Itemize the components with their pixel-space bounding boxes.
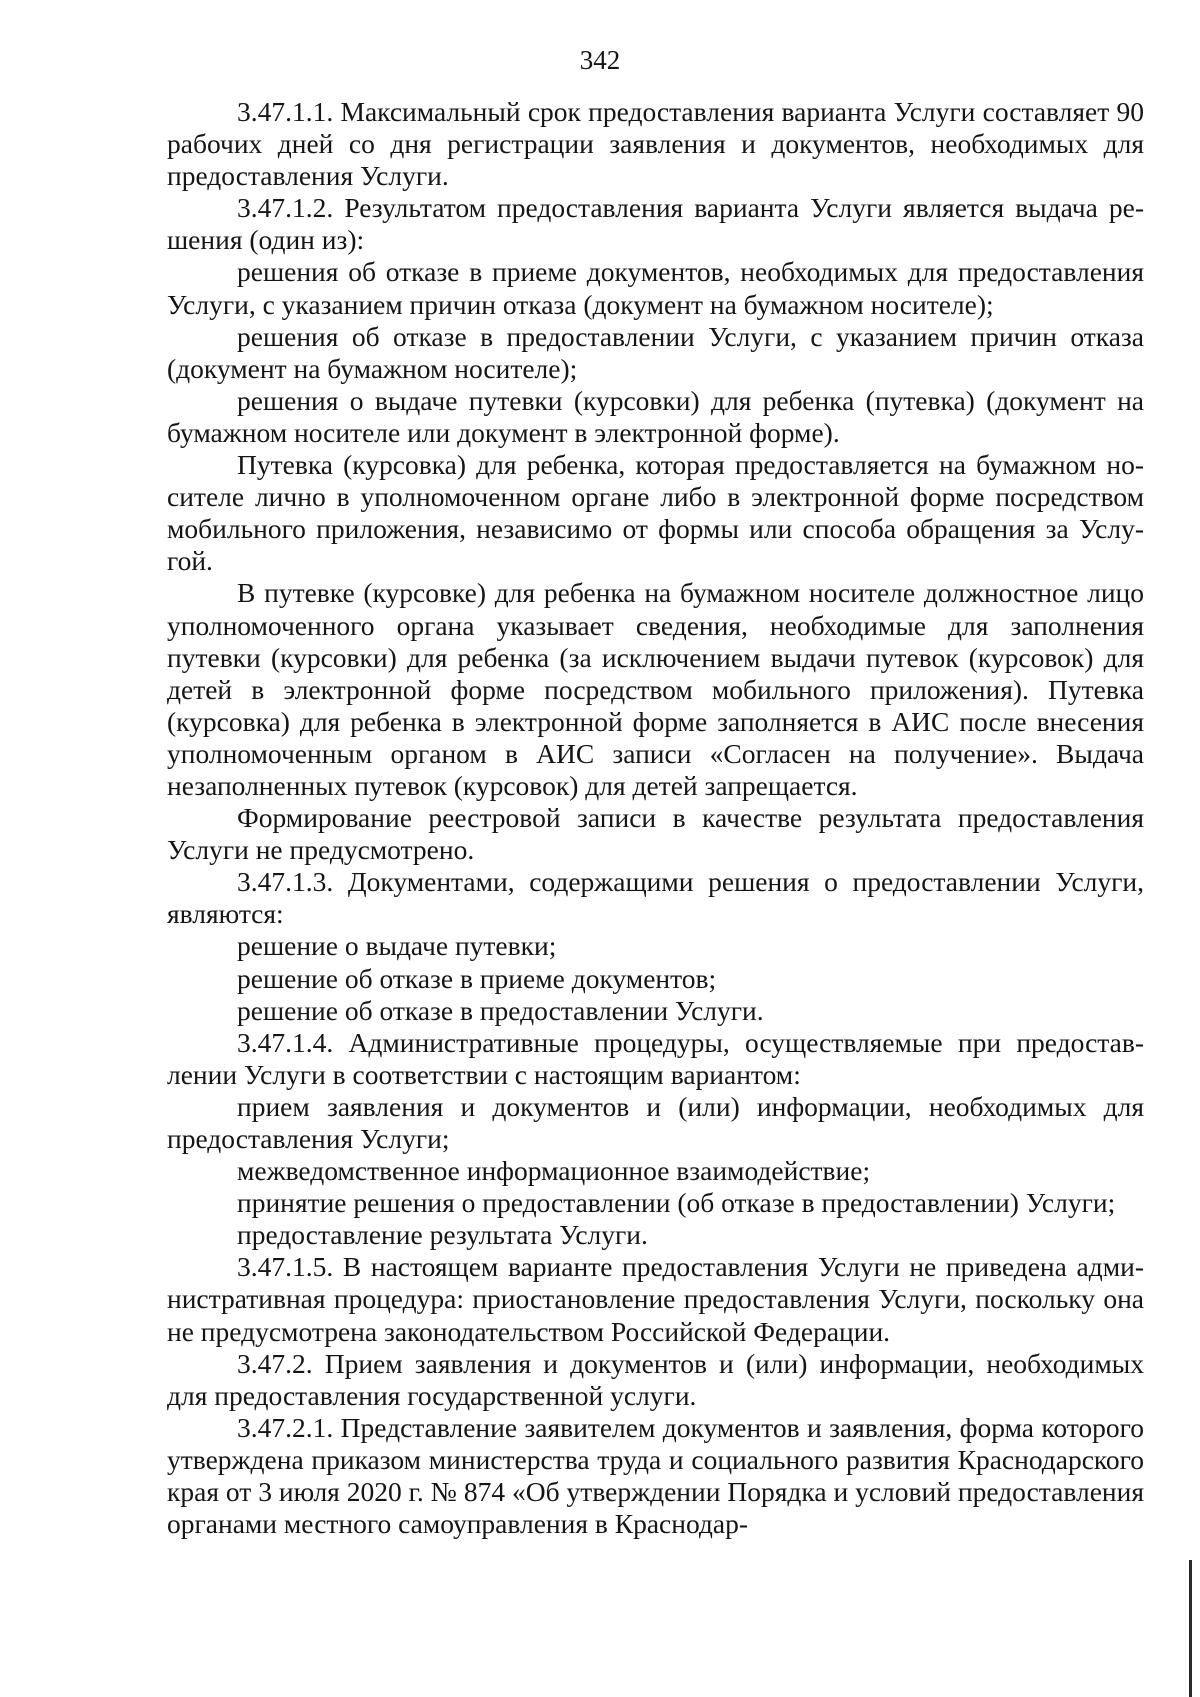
paragraph: прием заявления и документов и (или) информации, необходимых для предоставления Услуги; bbox=[167, 1090, 1144, 1154]
paragraph: 3.47.1.2. Результатом предоставления варианта Услуги является выдача решения (один из): bbox=[167, 192, 1144, 256]
paragraph: решение об отказе в предоставлении Услуги. bbox=[237, 994, 764, 1026]
paragraph: решения о выдаче путевки (курсовки) для ребенка (путевка) (документ на бумажном носителе или документ в электронной форме). bbox=[167, 384, 1144, 448]
paragraph: 3.47.1.5. В настоящем варианте предоставления Услуги не приведена административная процедура: приостановление предоставления Услуги, поскольку она не предусмотрена законодательством Российской Федерации. bbox=[167, 1251, 1144, 1347]
paragraph: 3.47.1.3. Документами, содержащими решения о предоставлении Услуги, являются: bbox=[167, 866, 1144, 930]
paragraph: 3.47.2. Прием заявления и документов и (или) информации, необходимых для предоставления государственной услуги. bbox=[167, 1347, 1144, 1411]
paragraph: 3.47.1.4. Административные процедуры, осуществляемые при предоставлении Услуги в соответствии с настоящим вариантом: bbox=[167, 1026, 1144, 1090]
paragraph: решение об отказе в приеме документов; bbox=[237, 962, 717, 994]
paragraph: межведомственное информационное взаимодействие; bbox=[237, 1155, 871, 1187]
paragraph: 3.47.1.1. Максимальный срок предоставления варианта Услуги составляет 90 рабочих дней со дня регистрации заявления и документов, необходимых для предоставления Услуги. bbox=[167, 96, 1144, 192]
paragraph: решения об отказе в приеме документов, необходимых для предоставления Услуги, с указанием причин отказа (документ на бумажном носителе); bbox=[167, 256, 1144, 320]
paragraph: принятие решения о предоставлении (об отказе в предоставлении) Услуги; bbox=[237, 1187, 1116, 1219]
paragraph: предоставление результата Услуги. bbox=[237, 1219, 648, 1251]
scan-edge-mark bbox=[1189, 1560, 1192, 1697]
paragraph: 3.47.2.1. Представление заявителем документов и заявления, форма которого утверждена приказом министерства труда и социального развития Краснодарского края от 3 июля 2020 г. № 874 «Об утверждении Порядка и условий предоставления органами местного самоуправления в Краснодар- bbox=[167, 1411, 1144, 1540]
paragraph: Путевка (курсовка) для ребенка, которая предоставляется на бумажном носителе лично в уполномоченном органе либо в электронной форме посредством мобильного приложения, независимо от формы или способа обращения за Услугой. bbox=[167, 449, 1144, 577]
paragraph: В путевке (курсовке) для ребенка на бумажном носителе должностное лицо уполномоченного органа указывает сведения, необходимые для заполнения путевки (курсовки) для ребенка (за исключением выдачи путевок (курсовок) для детей в электронной форме посредством мобильного приложения). Путевка (курсовка) для ребенка в электронной форме заполняется в АИС после внесения уполномоченным органом в АИС записи «Согласен на получение». Выдача незаполненных путевок (курсовок) для детей запрещается. bbox=[167, 577, 1144, 801]
paragraph: Формирование реестровой записи в качестве результата предоставления Услуги не предусмотрено. bbox=[167, 802, 1144, 866]
paragraph: решения об отказе в предоставлении Услуги, с указанием причин отказа (документ на бумажном носителе); bbox=[167, 320, 1144, 384]
paragraph: решение о выдаче путевки; bbox=[237, 930, 557, 962]
document-body bbox=[167, 96, 1144, 1540]
page-number: 342 bbox=[579, 45, 621, 75]
